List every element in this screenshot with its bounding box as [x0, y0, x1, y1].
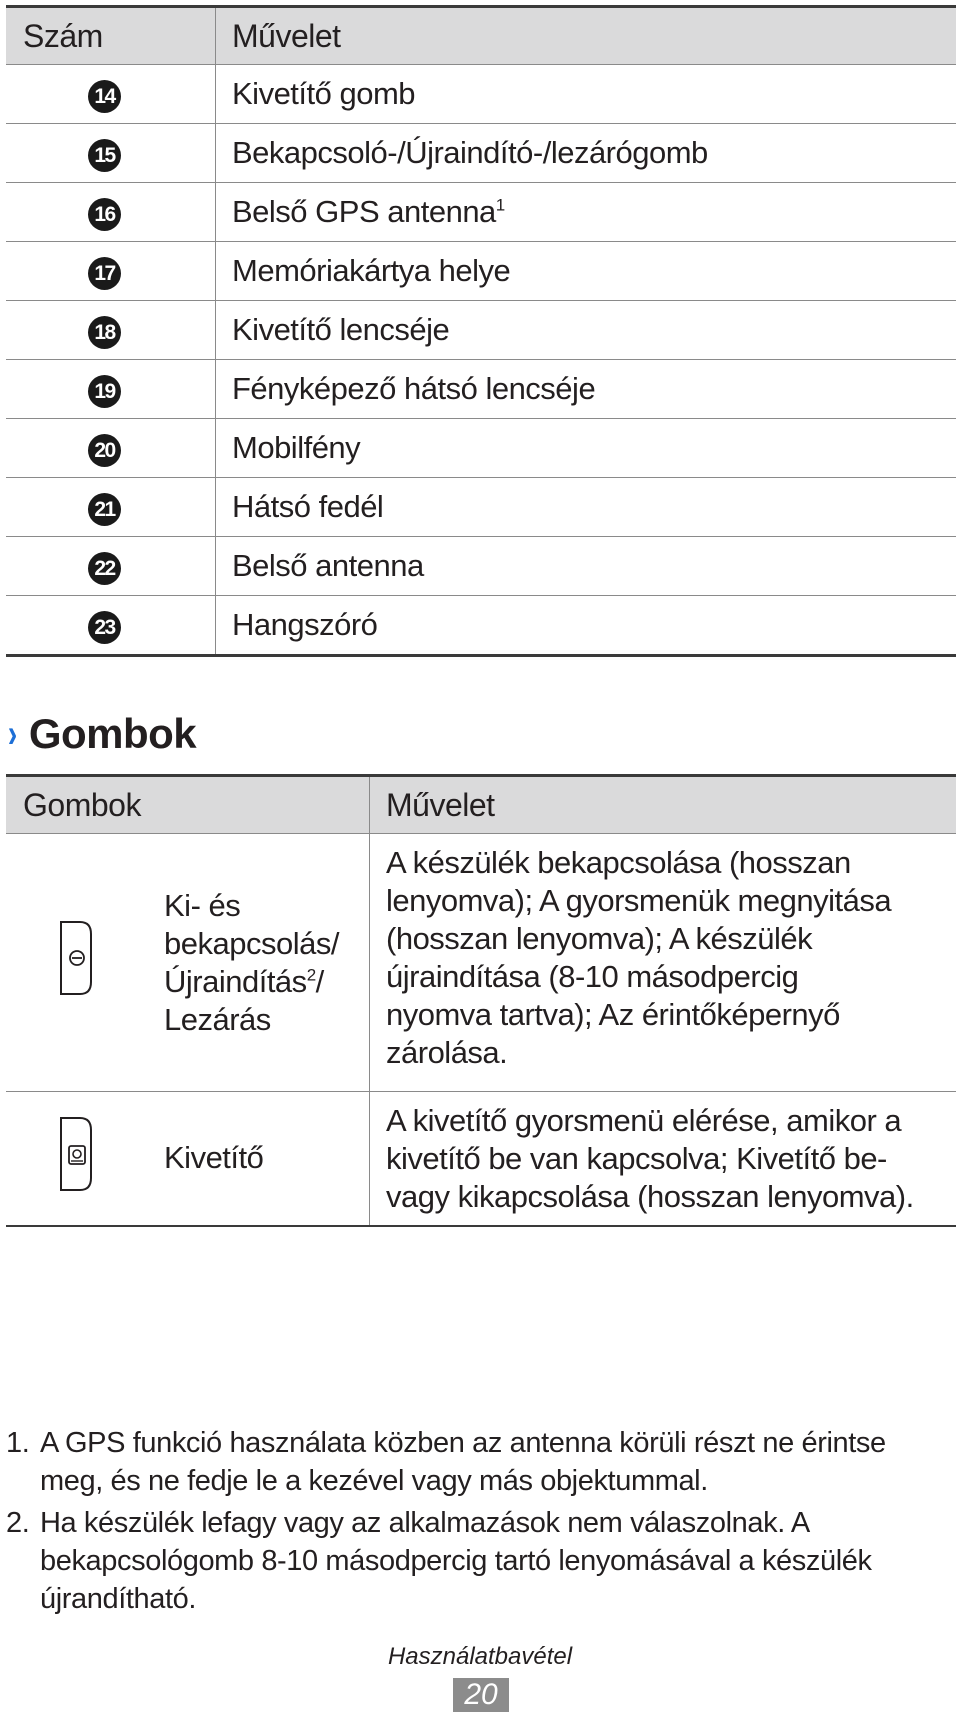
part-label: Kivetítő gomb: [216, 65, 957, 124]
number-badge: 20: [88, 434, 121, 467]
part-label: Hátsó fedél: [216, 478, 957, 537]
number-badge: 17: [88, 257, 121, 290]
table-row: [6, 834, 956, 1092]
footnote-number: 2.: [6, 1507, 30, 1539]
action-description: A készülék bekapcsolása (hosszan lenyomva); A gyorsmenük megnyitása (hosszan lenyomva); A készülék újraindítása (8-10 másodpercig nyomva tartva); Az érintőképernyő zárolása.: [370, 834, 957, 1092]
table-row: [6, 242, 956, 301]
part-label: Fényképező hátsó lencséje: [216, 360, 957, 419]
section-title: Gombok: [28, 710, 197, 757]
header-action: Művelet: [370, 776, 957, 834]
part-label: Bekapcsoló-/Újraindító-/lezárógomb: [216, 124, 957, 183]
header-action: Művelet: [216, 7, 957, 65]
part-label: Hangszóró: [216, 596, 957, 656]
page-number: 20: [453, 1678, 509, 1712]
header-number: Szám: [6, 7, 216, 65]
footer-section-title: Használatbavétel: [387, 1643, 573, 1670]
parts-table: [6, 5, 956, 657]
footnotes: [6, 1424, 956, 1622]
table-row: [6, 419, 956, 478]
number-badge: 22: [88, 552, 121, 585]
table-row: [6, 596, 956, 656]
projector-button-icon: [58, 1112, 154, 1205]
action-description: A kivetítő gyorsmenü elérése, amikor a kivetítő be van kapcsolva; Kivetítő be- vagy kikapcsolása (hosszan lenyomva).: [370, 1092, 957, 1226]
power-button-icon: [58, 916, 154, 1009]
number-badge: 21: [88, 493, 121, 526]
part-label: Belső antenna: [216, 537, 957, 596]
header-buttons: Gombok: [6, 776, 370, 834]
table-row: [6, 537, 956, 596]
number-badge: 19: [88, 375, 121, 408]
table-row: [6, 478, 956, 537]
table-row: [6, 360, 956, 419]
number-badge: 15: [88, 139, 121, 172]
footnote-item: 2. Ha készülék lefagy vagy az alkalmazások nem válaszolnak. A bekapcsológomb 8-10 másodpercig tartó lenyomásával a készülék újrandítható.: [6, 1504, 956, 1618]
footnote-ref: 2: [306, 965, 316, 985]
number-badge: 18: [88, 316, 121, 349]
chevron-right-icon: ›: [7, 711, 17, 756]
button-label: Kivetítő: [164, 1140, 264, 1176]
number-badge: 16: [88, 198, 121, 231]
buttons-table-header: [6, 776, 956, 834]
number-badge: 14: [88, 80, 121, 113]
part-label: Kivetítő lencséje: [216, 301, 957, 360]
part-label: Mobilfény: [216, 419, 957, 478]
table-row: [6, 301, 956, 360]
footnote-ref: 1: [495, 195, 505, 215]
section-heading: [6, 710, 196, 758]
table-row: [6, 124, 956, 183]
part-label: Belső GPS antenna: [232, 194, 496, 229]
footnote-number: 1.: [6, 1427, 30, 1459]
table-row: [6, 183, 956, 242]
buttons-table: [6, 774, 956, 1227]
table-row: [6, 65, 956, 124]
parts-table-header: [6, 7, 956, 65]
table-row: [6, 1092, 956, 1226]
footnote-item: 1. A GPS funkció használata közben az antenna körüli részt ne érintse meg, és ne fedje le a kezével vagy más objektummal.: [6, 1424, 956, 1500]
button-label: Ki- és bekapcsolás/ Újraindítás$^2$/ Lezárás: [164, 887, 339, 1037]
part-label: Memóriakártya helye: [216, 242, 957, 301]
number-badge: 23: [88, 611, 121, 644]
